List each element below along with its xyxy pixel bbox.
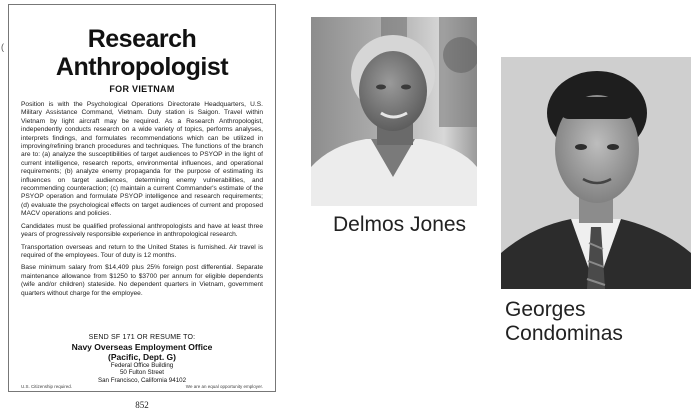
portrait-delmos-jones xyxy=(311,17,477,206)
ad-address-line2: 50 Fulton Street xyxy=(119,369,165,377)
page-edge-mark: ( xyxy=(1,42,4,52)
page-number: 852 xyxy=(135,400,149,410)
ad-footer xyxy=(21,384,263,389)
ad-paragraph-transportation: Transportation overseas and return to the United States is furnished. Air travel is required of the employees. Tour of duty is 12 months. xyxy=(21,243,263,259)
ad-apply-block xyxy=(9,333,275,384)
ad-footer-citizenship: U.S. Citizenship required. xyxy=(21,384,73,389)
ad-office-line2: (Pacific, Dept. G) xyxy=(107,352,176,362)
ad-office-line1: Navy Overseas Employment Office xyxy=(71,342,213,352)
ad-subtitle: FOR VIETNAM xyxy=(109,84,175,94)
photo-georges-condominas xyxy=(501,57,691,289)
ad-body xyxy=(21,101,263,302)
ad-address-line3: San Francisco, California 94102 xyxy=(97,376,187,384)
job-advertisement xyxy=(8,4,276,392)
ad-title-line1: Research xyxy=(87,25,197,53)
ad-title-line2: Anthropologist xyxy=(55,53,229,81)
ad-address-line1: Federal Office Building xyxy=(110,362,174,369)
ad-footer-equal-opportunity: We are an equal opportunity employer. xyxy=(185,384,263,389)
caption-delmos-jones: Delmos Jones xyxy=(333,213,467,236)
caption-georges-condominas: Georges Condominas xyxy=(505,298,623,345)
ad-send-line: SEND SF 171 OR RESUME TO: xyxy=(88,334,196,341)
ad-paragraph-salary: Base minimum salary from $14,409 plus 25% foreign post differential. Separate maintenance allowance from $1250 to $3700 per annum for eligible dependents (wife and/or children) stateside. No dependent quarters in Vietnam, government quarters without charge for the employee. xyxy=(21,264,263,297)
portrait-georges-condominas xyxy=(501,57,691,289)
ad-paragraph-duties: Position is with the Psychological Operations Directorate Headquarters, U.S. Military Assistance Command, Vietnam. Duty station is Saigon. Travel within Vietnam by light aircraft may be required. As a Research Anthropologist, independently conducts research on a wide variety of topics, performs analyses, interprets findings, and formulates recommendations which can be utilized in improving/refining branch procedures and techniques. The functions of the branch are to: (a) analyze the susceptibilities of target audiences to PSYOP in the light of current intelligence, research reports, environmental influences, and operational requirements; (b) analyze enemy propaganda for the purpose of estimating its influences on target audiences, determining enemy vulnerabilities, and recommending counteraction; (c) maintain a current Commander's estimate of the PSYOP operation and formulate PSYOP intelligence and research requirements; (d) evaluate the psychological effects on target audiences of current and proposed MACV operations and policies. xyxy=(21,101,263,218)
ad-paragraph-qualifications: Candidates must be qualified professional anthropologists and have at least three years of progressively responsible experience in anthropological research. xyxy=(21,222,263,239)
photo-delmos-jones xyxy=(311,17,477,206)
